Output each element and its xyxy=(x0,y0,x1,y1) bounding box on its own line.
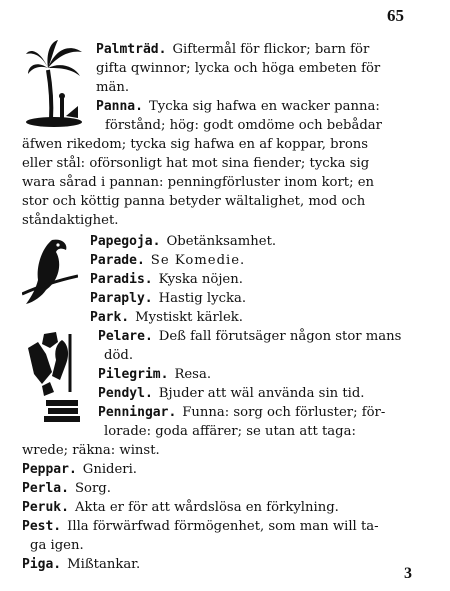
entry-text: wara sårad i pannan: penningförluster inom kort; en xyxy=(22,175,375,190)
entry-text: Deß fall förutsäger någon stor mans xyxy=(158,329,402,344)
page-number: 65 xyxy=(387,6,404,25)
palm-tree-island-icon xyxy=(26,40,84,128)
entry-palmtrad xyxy=(96,41,369,58)
entry-text: lorade: goda affärer; se utan att taga: xyxy=(104,424,356,439)
entry-text: Akta er för att wårdslösa en förkylning. xyxy=(74,500,339,515)
entry-text: Kyska nöjen. xyxy=(158,272,243,287)
headword: Perla. xyxy=(22,481,69,496)
entry-pest xyxy=(22,518,379,535)
headword: Penningar. xyxy=(98,405,177,420)
entry-text: äfwen rikedom; tycka sig hafwa en af koppar, brons xyxy=(22,137,369,152)
entry-text: gifta qwinnor; lycka och höga embeten för xyxy=(96,61,381,76)
entry-text: död. xyxy=(104,348,134,363)
entry-pendyl xyxy=(98,385,365,402)
headword: Pelare. xyxy=(98,329,153,344)
entry-text: Tycka sig hafwa en wacker panna: xyxy=(148,99,380,114)
headword: Peppar. xyxy=(22,462,77,477)
headword: Pendyl. xyxy=(98,386,153,401)
entry-text: Funna: sorg och förluster; för- xyxy=(182,405,386,420)
entry-text: Sorg. xyxy=(74,481,111,496)
entry-parade xyxy=(90,252,245,269)
entry-penningar xyxy=(98,404,385,421)
entry-text: ga igen. xyxy=(30,538,84,553)
entry-peppar xyxy=(22,461,137,478)
headword: Paraply. xyxy=(90,291,153,306)
entry-paradis xyxy=(90,271,243,288)
headword: Piga. xyxy=(22,557,62,572)
entry-text: Giftermål för flickor; barn för xyxy=(172,42,370,57)
entry-text: förstånd; hög: godt omdöme och bebådar xyxy=(105,118,382,133)
headword: Palmträd. xyxy=(96,42,167,57)
entry-text: Resa. xyxy=(174,367,212,382)
parrot-on-branch-icon xyxy=(22,236,78,306)
entry-text: Mißtankar. xyxy=(67,557,141,572)
entry-pilegrim xyxy=(98,366,211,383)
entry-text: stor och köttig panna betyder wältalighet, mod och xyxy=(22,194,366,209)
entry-text: Bjuder att wäl använda sin tid. xyxy=(158,386,365,401)
signature-mark: 3 xyxy=(404,565,412,582)
headword: Panna. xyxy=(96,99,143,114)
headword: Parade. xyxy=(90,253,145,268)
headword: Peruk. xyxy=(22,500,69,515)
entry-papegoja xyxy=(90,233,276,250)
entry-text: eller stål: oförsonligt hat mot sina fiender; tycka sig xyxy=(22,156,370,171)
entry-perla xyxy=(22,480,111,497)
entry-text: wrede; räkna: winst. xyxy=(22,443,160,458)
entry-text: Se Komedie. xyxy=(150,253,246,268)
entry-text: Illa förwärfwad förmögenhet, som man will ta- xyxy=(67,519,379,534)
entry-text: Gnideri. xyxy=(82,462,138,477)
entry-peruk xyxy=(22,499,339,516)
entry-pelare xyxy=(98,328,401,345)
entry-text: ståndaktighet. xyxy=(22,213,119,228)
entry-text: Hastig lycka. xyxy=(158,291,247,306)
headword: Papegoja. xyxy=(90,234,161,249)
entry-text: män. xyxy=(96,80,130,95)
entry-paraply xyxy=(90,290,246,307)
entry-panna xyxy=(96,98,380,115)
entry-text: Mystiskt kärlek. xyxy=(135,310,243,325)
headword: Park. xyxy=(90,310,130,325)
entry-piga xyxy=(22,556,140,573)
headword: Paradis. xyxy=(90,272,153,287)
pilgrim-with-staff-icon xyxy=(22,330,82,422)
entry-text: Obetänksamhet. xyxy=(166,234,277,249)
entry-park xyxy=(90,309,243,326)
headword: Pest. xyxy=(22,519,62,534)
headword: Pilegrim. xyxy=(98,367,169,382)
